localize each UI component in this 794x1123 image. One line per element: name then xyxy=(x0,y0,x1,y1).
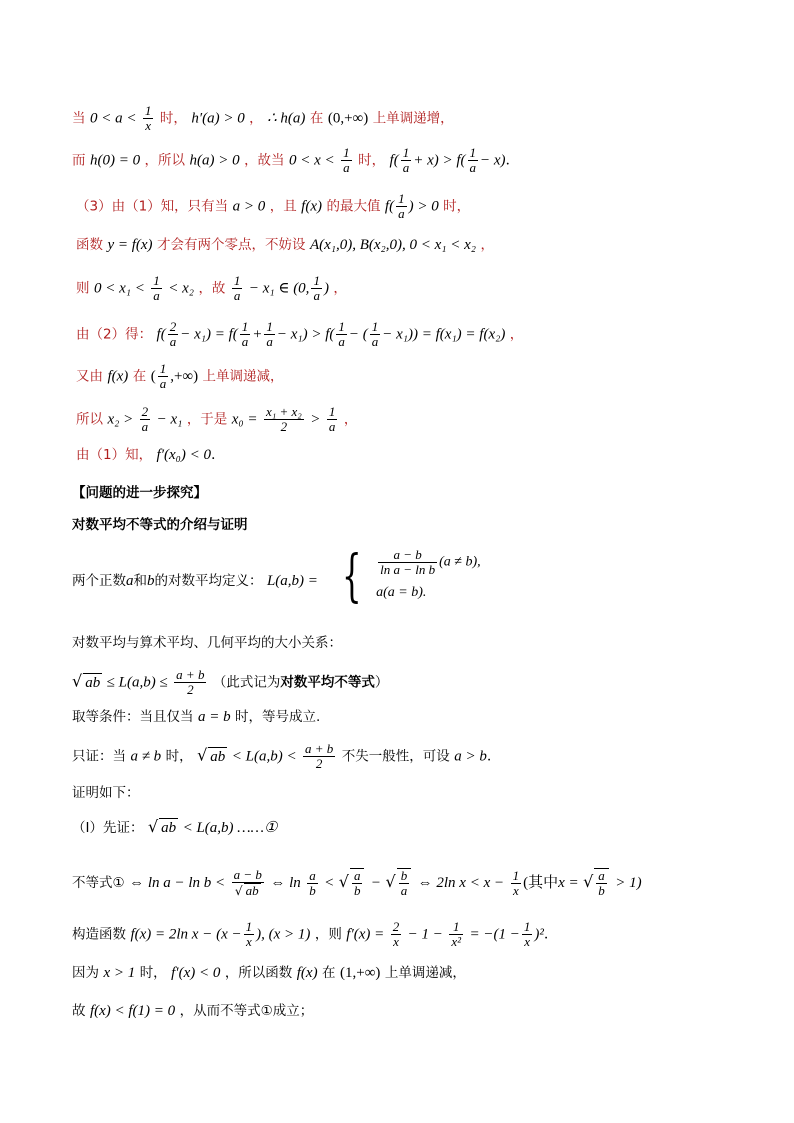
math: A(x₁,0), B(x₂,0), 0 < x₁ < x₂ xyxy=(309,237,477,253)
math: − x₁ ∈ (0, xyxy=(248,280,310,297)
math: ⇔ ln xyxy=(270,875,301,891)
math: a = b xyxy=(197,709,231,725)
sqrt-symbol: √ xyxy=(583,872,594,891)
text: 上单调递增， xyxy=(372,110,454,127)
math: a xyxy=(126,573,134,589)
math: ) xyxy=(323,280,329,297)
math: ⇔ ln a − ln b < xyxy=(129,875,226,891)
fraction: $\frac{a}{b}$ xyxy=(594,868,609,898)
text: 构造函数 xyxy=(72,926,126,943)
text: ，且 xyxy=(269,198,297,215)
sqrt-symbol: √ xyxy=(385,872,396,891)
math: a ≠ b xyxy=(130,748,162,765)
fraction: $\frac{1}{a}$ xyxy=(313,273,320,303)
heading-text: 【问题的进一步探究】 xyxy=(72,485,207,501)
text: . xyxy=(210,447,216,463)
math: 0 < a < xyxy=(89,110,137,127)
sqrt-symbol: √ xyxy=(338,872,349,891)
text: 而 xyxy=(72,152,86,169)
fraction: $\frac{a}{b}$ xyxy=(309,867,316,898)
text: 在 xyxy=(322,965,336,981)
math: ) > 0 xyxy=(408,198,439,215)
text: 则 xyxy=(76,280,90,297)
fraction: $\frac{1}{a}$ xyxy=(241,319,249,349)
text: 函数 xyxy=(76,237,103,253)
math: )² xyxy=(534,926,544,943)
text: 不等式① xyxy=(72,875,125,891)
fraction: $\frac{1}{x}$ xyxy=(512,867,520,898)
line-10 xyxy=(0,544,794,618)
math: x₂ > xyxy=(107,411,134,428)
math: x = xyxy=(558,875,579,891)
sqrt-symbol: √ xyxy=(197,745,208,765)
math: f(x) < f(1) = 0 xyxy=(89,1003,176,1019)
text: 由（2）得： xyxy=(76,326,153,343)
text: 上单调递减， xyxy=(384,965,466,981)
text: 当 xyxy=(72,110,86,127)
text: ，从而不等式①成立； xyxy=(179,1003,314,1019)
fraction: $\frac{2}{x}$ xyxy=(392,919,400,949)
text: 和 xyxy=(133,573,147,589)
fraction: $\frac{a - b}{\text{ln a − ln b}}$ xyxy=(380,547,436,577)
math: (其中 xyxy=(523,875,559,891)
math: L(a,b) = xyxy=(266,573,318,589)
math: f(x) xyxy=(107,368,129,385)
text: 又由 xyxy=(76,368,103,385)
text: 两个正数 xyxy=(72,573,126,589)
math: ( xyxy=(150,368,156,385)
fraction: $\frac{1}{a}$ xyxy=(233,273,241,303)
text: 不失一般性，可设 xyxy=(341,748,450,765)
fraction: $\frac{1}{a}$ xyxy=(153,273,160,303)
math: − xyxy=(370,875,382,891)
text: ，于是 xyxy=(186,411,228,428)
fraction: $\frac{1}{a}$ xyxy=(328,404,336,434)
text: ， xyxy=(509,326,524,343)
text: ， xyxy=(333,280,347,297)
math: ⇔ 2ln x < x − xyxy=(417,875,505,891)
math: f′(x₀) < 0 xyxy=(156,447,211,463)
math: − ( xyxy=(348,326,368,343)
math: f(x) = 2ln x − (x − xyxy=(130,926,242,943)
text: 时， xyxy=(139,965,167,981)
math: 0 < x₁ < xyxy=(93,280,145,297)
text: 时， xyxy=(165,748,193,765)
math: < xyxy=(324,875,335,891)
text: 只证：当 xyxy=(72,748,126,765)
math: (1,+∞) xyxy=(340,965,381,981)
math: a > b xyxy=(454,748,487,765)
math: 0 < x < xyxy=(289,152,335,169)
condition: (a ≠ b), xyxy=(439,554,481,570)
bold-text: 对数平均不等式 xyxy=(280,674,375,691)
math: > 1) xyxy=(615,875,642,891)
text: 时，等号成立. xyxy=(235,709,321,725)
text: 在 xyxy=(309,110,324,127)
fraction: $\frac{1}{x}$ xyxy=(144,103,152,133)
math: ), (x > 1) xyxy=(256,926,311,943)
text: （I）先证： xyxy=(72,820,144,836)
math: y = f(x) xyxy=(107,237,153,253)
fraction: $\frac{1}{a}$ xyxy=(338,319,345,349)
math: − x₁ xyxy=(156,411,183,428)
math: f(x) xyxy=(296,965,318,981)
fraction: $\frac{2}{a}$ xyxy=(169,319,177,349)
text: ） xyxy=(374,674,389,691)
fraction: $\frac{a}{b}$ xyxy=(350,868,365,898)
fraction: $\frac{\text{x₁ + x₂}}{2}$ xyxy=(265,404,302,434)
math: > xyxy=(310,411,321,428)
math: h(a) > 0 xyxy=(189,152,240,169)
math: f( xyxy=(156,326,166,343)
text: ， xyxy=(343,411,358,428)
case-2: a(a = b). xyxy=(376,585,427,600)
text: 上单调递减， xyxy=(202,368,284,385)
text: ， xyxy=(480,237,494,253)
cases xyxy=(376,548,481,606)
text: 由（1）知， xyxy=(76,447,153,463)
text: 因为 xyxy=(72,965,99,981)
fraction: $\frac{a - b}{√ ab}$ xyxy=(233,867,262,898)
math: − x) xyxy=(480,152,506,169)
fraction: $\frac{1}{a}$ xyxy=(371,319,379,349)
text: ，故 xyxy=(198,280,226,297)
fraction: $\frac{a + b}{2}$ xyxy=(176,667,205,697)
math: h(0) = 0 xyxy=(89,152,141,169)
text: 对数平均与算术平均、几何平均的大小关系： xyxy=(72,635,342,651)
text: ， xyxy=(249,110,263,127)
text: . xyxy=(486,748,492,765)
text: ，所以 xyxy=(144,152,186,169)
fraction: $\frac{1}{\text{x²}}$ xyxy=(451,919,462,949)
text: 所以 xyxy=(76,411,103,428)
math: f( xyxy=(384,198,395,215)
sqrt-symbol: √ xyxy=(72,671,83,691)
text: 的最大值 xyxy=(326,198,381,215)
math: x₀ = xyxy=(231,411,258,428)
fraction: $\frac{1}{a}$ xyxy=(398,191,405,221)
math: f(x) xyxy=(301,198,322,215)
fraction: $\frac{1}{a}$ xyxy=(266,319,273,349)
math: < L(a,b) ……① xyxy=(182,820,278,836)
text: 取等条件：当且仅当 xyxy=(72,709,194,725)
math: ∴ h(a) xyxy=(267,110,306,127)
math: ,+∞) xyxy=(170,368,199,385)
fraction: $\frac{b}{a}$ xyxy=(397,868,412,898)
math: (0,+∞) xyxy=(327,110,369,127)
math: ≤ L(a,b) ≤ xyxy=(106,674,168,691)
text: . xyxy=(543,926,549,943)
math: f( xyxy=(389,152,399,169)
heading-text: 对数平均不等式的介绍与证明 xyxy=(72,517,248,533)
text: . xyxy=(505,152,510,169)
math: − x₁) > f( xyxy=(276,326,335,343)
math: f′(x) < 0 xyxy=(171,965,221,981)
case-1 xyxy=(376,547,481,577)
sqrt-symbol: √ xyxy=(147,817,159,836)
fraction: $\frac{1}{a}$ xyxy=(402,145,410,175)
math: a > 0 xyxy=(232,198,266,215)
text: 故 xyxy=(72,1003,86,1019)
math: ab xyxy=(85,674,101,691)
math: − x₁)) = f(x₁) = f(x₂) xyxy=(382,326,506,343)
fraction: $\frac{1}{a}$ xyxy=(159,361,167,391)
text: ，所以函数 xyxy=(224,965,293,981)
math: f′(x) = xyxy=(346,926,385,943)
fraction: $\frac{1}{x}$ xyxy=(523,919,531,949)
math: < L(a,b) < xyxy=(231,748,297,765)
fraction: $\frac{a + b}{2}$ xyxy=(305,741,334,771)
math: + x) > f( xyxy=(413,152,466,169)
math: − x₁) = f( xyxy=(180,326,238,343)
math: b xyxy=(147,573,155,589)
math: < x₂ xyxy=(168,280,194,297)
text: 时， xyxy=(358,152,386,169)
text: 证明如下： xyxy=(72,785,140,801)
math: = −(1 − xyxy=(469,926,520,943)
fraction: $\frac{2}{a}$ xyxy=(141,404,149,434)
math: ab xyxy=(161,820,177,836)
text: （3）由（1）知，只有当 xyxy=(76,198,229,215)
text: 才会有两个零点，不妨设 xyxy=(157,237,306,253)
text: （此式记为 xyxy=(212,674,281,691)
brace-symbol: { xyxy=(342,544,362,609)
math: x > 1 xyxy=(103,965,136,981)
math: ab xyxy=(210,748,226,765)
math: − 1 − xyxy=(407,926,443,943)
text: 的对数平均定义： xyxy=(154,573,263,589)
piecewise xyxy=(334,544,481,609)
fraction: $\frac{1}{a}$ xyxy=(343,145,350,175)
math: + xyxy=(252,326,263,343)
fraction: $\frac{1}{x}$ xyxy=(245,919,253,949)
text: ，则 xyxy=(314,926,342,943)
fraction: $\frac{1}{a}$ xyxy=(469,145,477,175)
text: ，故当 xyxy=(244,152,285,169)
text: 时， xyxy=(159,110,187,127)
text: 时， xyxy=(443,198,471,215)
math: h′(a) > 0 xyxy=(191,110,245,127)
text: 在 xyxy=(132,368,147,385)
